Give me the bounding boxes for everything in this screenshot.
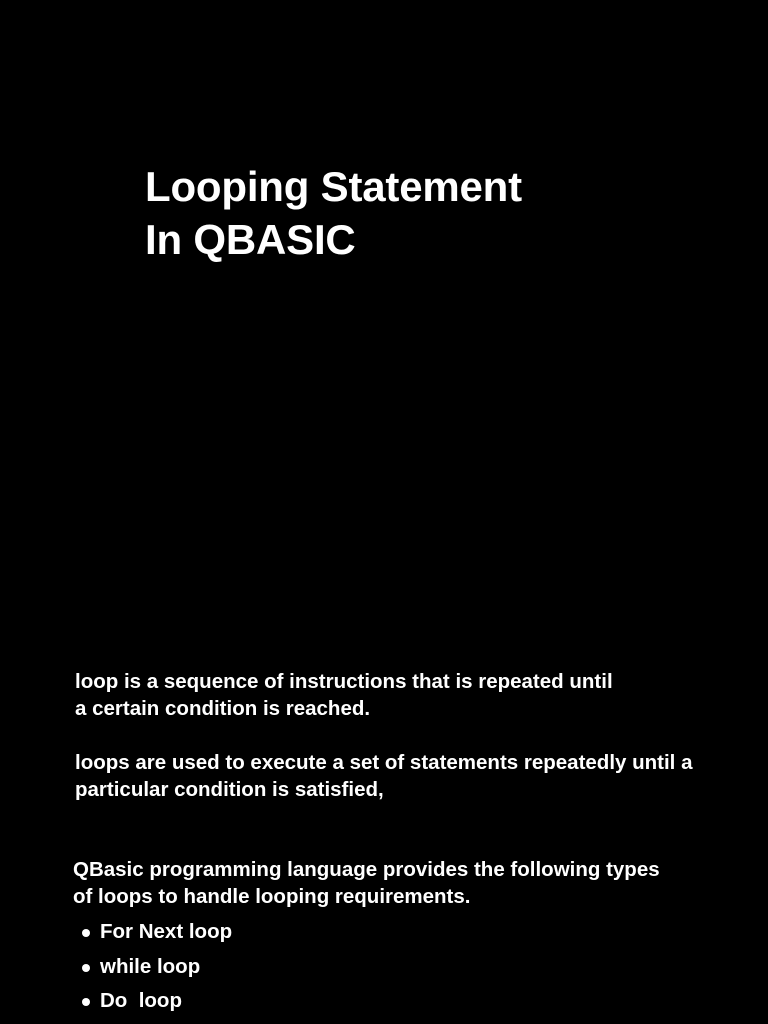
- paragraph-line: a certain condition is reached.: [75, 697, 371, 720]
- bullet-icon: [82, 964, 90, 972]
- list-item: [82, 987, 232, 1022]
- loop-types-list: [82, 918, 232, 1022]
- slide-title-line: In QBASIC: [145, 216, 356, 263]
- paragraph-line: particular condition is satisfied,: [75, 778, 384, 801]
- paragraph-line: loop is a sequence of instructions that is repeated until: [75, 670, 613, 693]
- loop-type-label: Do loop: [100, 989, 182, 1012]
- loop-type-label: For Next loop: [100, 920, 233, 943]
- loop-usage-paragraph: [75, 749, 692, 803]
- list-item: [82, 953, 232, 988]
- paragraph-line: QBasic programming language provides the following types: [73, 858, 660, 881]
- bullet-icon: [82, 929, 90, 937]
- slide-title: [145, 160, 522, 266]
- bullet-icon: [82, 998, 90, 1006]
- slide-title-line: Looping Statement: [145, 163, 522, 210]
- list-item: [82, 918, 232, 953]
- loop-definition-paragraph: [75, 668, 613, 722]
- paragraph-line: loops are used to execute a set of statements repeatedly until a: [75, 751, 693, 774]
- paragraph-line: of loops to handle looping requirements.: [73, 885, 471, 908]
- loop-type-label: while loop: [100, 954, 201, 978]
- loop-types-intro-paragraph: [73, 856, 660, 910]
